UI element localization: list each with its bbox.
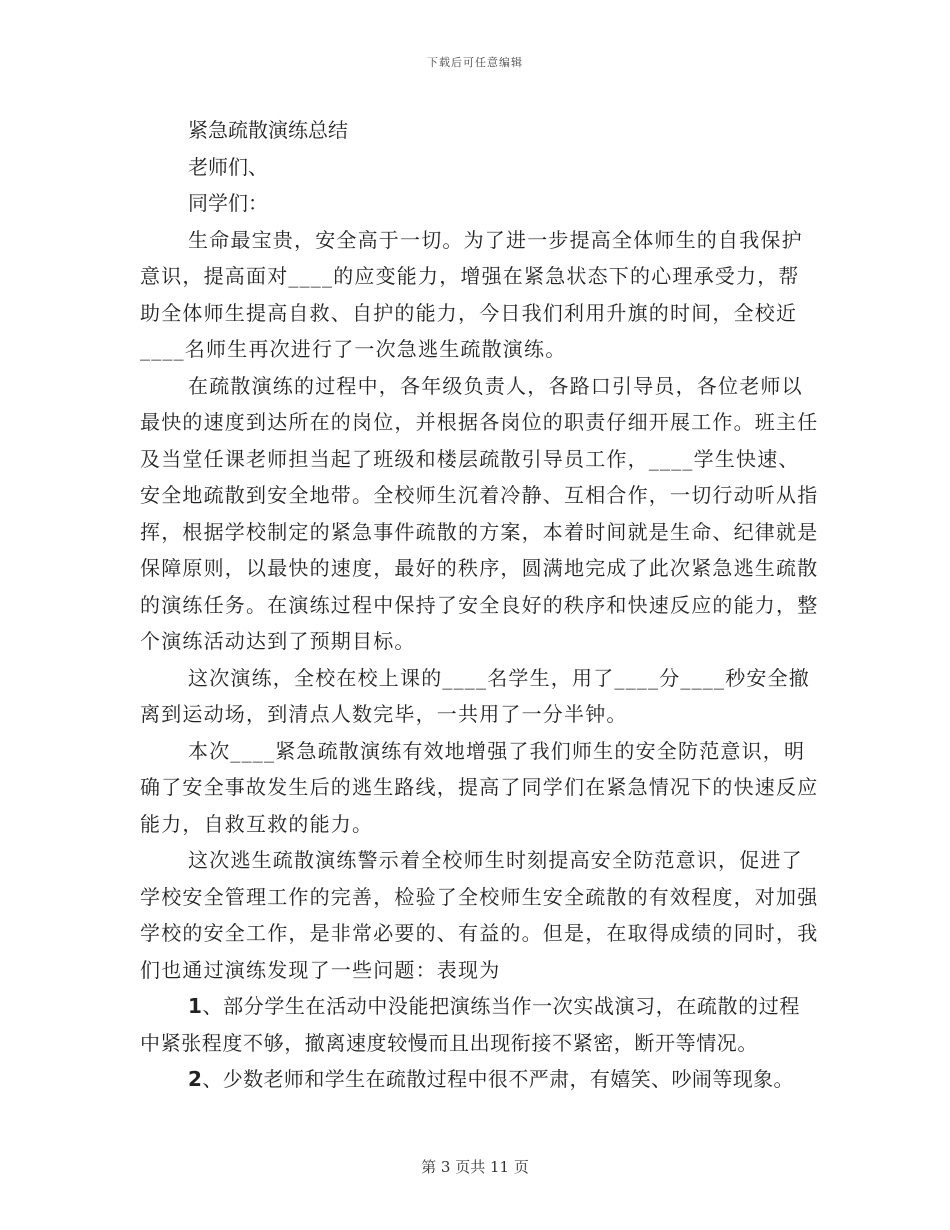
list-item-number: 1 xyxy=(188,994,203,1018)
paragraph-timing: 这次演练，全校在校上课的____名学生，用了____分____秒安全撤离到运动场，到清点人数完毕，一共用了一分半钟。 xyxy=(140,665,810,726)
paragraph-process: 在疏散演练的过程中，各年级负责人，各路口引导员，各位老师以最快的速度到达所在的岗位，并根据各岗位的职责仔细开展工作。班主任及当堂任课老师担当起了班级和楼层疏散引导员工作，____学生快速、安全地疏散到安全地带。全校师生沉着冷静、互相合作，一切行动听从指挥，根据学校制定的紧急事件疏散的方案，本着时间就是生命、纪律就是保障原则，以最快的速度，最好的秩序，圆满地完成了此次紧急逃生疏散的演练任务。在演练过程中保持了安全良好的秩序和快速反应的能力，整个演练活动达到了预期目标。 xyxy=(140,373,819,653)
paragraph-significance: 这次逃生疏散演练警示着全校师生时刻提高安全防范意识，促进了学校安全管理工作的完善，检验了全校师生安全疏散的有效程度，对加强学校的安全工作，是非常必要的、有益的。但是，在取得成绩的同时，我们也通过演练发现了一些问题：表现为 xyxy=(140,848,819,982)
header-note: 下载后可任意编辑 xyxy=(427,56,523,69)
paragraph-intro: 生命最宝贵，安全高于一切。为了进一步提高全体师生的自我保护意识，提高面对____的应变能力，增强在紧急状态下的心理承受力，帮助全体师生提高自救、自护的能力，今日我们利用升旗的时间，全校近____名师生再次进行了一次急逃生疏散演练。 xyxy=(140,227,803,361)
list-item-text: 、少数老师和学生在疏散过程中很不严肃，有嬉笑、吵闹等现象。 xyxy=(202,1067,794,1091)
salutation-students: 同学们： xyxy=(188,191,268,215)
document-title: 紧急疏散演练总结 xyxy=(188,118,348,142)
list-item-text: 、部分学生在活动中没能把演练当作一次实战演习，在疏散的过程中紧张程度不够，撤离速度较慢而且出现衔接不紧密，断开等情况。 xyxy=(140,994,800,1055)
paragraph-effect: 本次____紧急疏散演练有效地增强了我们师生的安全防范意识，明确了安全事故发生后的逃生路线，提高了同学们在紧急情况下的快速反应能力，自救互救的能力。 xyxy=(140,738,819,836)
list-item xyxy=(140,988,820,1061)
document-body xyxy=(140,112,820,1098)
list-item-number: 2 xyxy=(188,1067,203,1091)
list-item xyxy=(140,1061,820,1098)
salutation-teachers: 老师们、 xyxy=(188,154,268,179)
page-number: 第 3 页共 11 页 xyxy=(421,1158,529,1176)
